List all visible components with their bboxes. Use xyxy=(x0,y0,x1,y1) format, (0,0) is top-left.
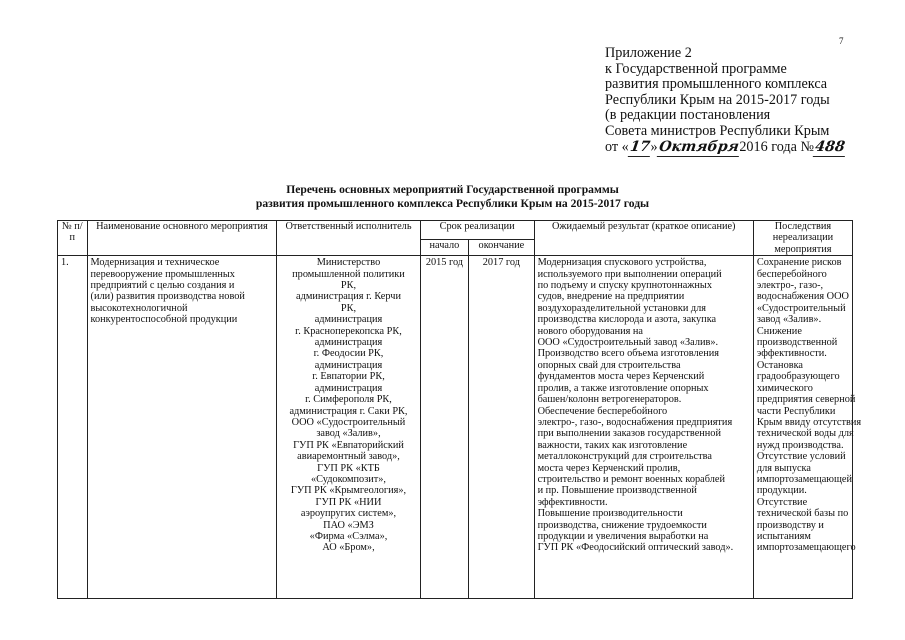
result-line: при выполнении заказов государственной xyxy=(537,428,721,440)
result-line: опорных свай для строительства xyxy=(537,359,681,371)
responsible-line: администрация г. Саки РК, xyxy=(289,405,408,417)
result-line: Повышение производительности xyxy=(537,508,683,520)
responsible-line: ООО «Судостроительный xyxy=(291,416,406,428)
result-line: ООО «Судостроительный завод «Залив». xyxy=(537,337,719,349)
result-line: башен/колонн ветрогенераторов. xyxy=(537,394,682,406)
responsible-line: администрация xyxy=(314,359,383,371)
result-line: строительство и ремонт военных кораблей xyxy=(537,473,725,485)
result-line: металлоконструкций для строительства xyxy=(537,451,712,463)
result-line: фундаментов моста через Керченский xyxy=(537,371,705,383)
responsible-line: г. Евпатории РК, xyxy=(312,371,385,383)
appendix-line: Республики Крым на 2015-2017 годы xyxy=(605,91,830,108)
responsible-line: ПАО «ЭМЗ xyxy=(323,519,374,531)
consequence-line: Крым ввиду отсутствия xyxy=(756,416,862,428)
header-name: Наименование основного мероприятия xyxy=(87,221,277,256)
consequence-line: химического xyxy=(756,382,813,394)
responsible-line: аэроупругих систем», xyxy=(300,508,397,520)
measure-name-line: Модернизация и техническое xyxy=(90,257,220,269)
appendix-line: развития промышленного комплекса xyxy=(605,76,828,93)
consequence-line: Снижение xyxy=(756,325,802,337)
result-line: Производство всего объема изготовления xyxy=(537,348,719,360)
consequence-line: Отсутствие условий xyxy=(756,451,846,463)
handwritten-month: Октября xyxy=(657,138,740,155)
result-line: Обеспечение бесперебойного xyxy=(537,405,668,417)
consequence-line: технической воды для xyxy=(756,428,854,440)
header-consequences: Последствия нереализации мероприятия xyxy=(753,221,852,256)
appendix-line: Совета министров Республики Крым xyxy=(605,122,830,139)
responsible-line: РК, xyxy=(340,280,357,292)
consequence-line: эффективности. xyxy=(756,348,827,360)
result-line: важности, таких как изготовление xyxy=(537,439,688,451)
result-line: и пр. Повышение производственной xyxy=(537,485,697,497)
responsible-line: администрация xyxy=(314,337,383,349)
appendix-line: Приложение 2 xyxy=(605,45,692,61)
measure-name-line: перевооружение промышленных xyxy=(90,268,235,280)
appendix-header xyxy=(605,46,846,156)
table-row xyxy=(58,256,853,599)
responsible-line: ГУП РК «Евпаторийский xyxy=(293,439,404,451)
consequence-line: завод «Залив». xyxy=(756,314,822,326)
result-line: ГУП РК «Феодосийский оптический завод». xyxy=(537,542,734,554)
result-line: продукции и увеличения выработки на xyxy=(537,530,709,542)
header-start: начало xyxy=(420,240,469,256)
responsible-line: авиаремонтный завод», xyxy=(297,451,400,463)
cell-end: 2017 год xyxy=(469,256,534,599)
consequence-line: продукции. xyxy=(756,485,807,497)
responsible-line: ГУП РК «КТБ xyxy=(317,462,380,474)
date-prefix: от « xyxy=(605,138,629,155)
header-period: Срок реализации xyxy=(420,221,534,240)
cell-consequences xyxy=(753,256,862,599)
measure-name-line: (или) развития производства новой xyxy=(90,291,245,303)
responsible-line: Министерство xyxy=(316,257,381,269)
date-suffix: 2016 года № xyxy=(739,138,814,155)
measure-name-line: конкурентоспособной продукции xyxy=(90,314,238,326)
measures-table xyxy=(57,220,862,599)
responsible-line: администрация xyxy=(314,314,383,326)
consequence-line: испытаниям xyxy=(756,530,811,542)
document-title xyxy=(0,183,905,210)
result-line: пролив, а также изготовление опорных xyxy=(537,382,709,394)
result-line: судов, внедрение на предприятии xyxy=(537,291,685,303)
responsible-line: РК, xyxy=(340,302,357,314)
consequence-line: производству и xyxy=(756,519,824,531)
measure-name-line: высокотехнологичной xyxy=(90,302,188,314)
result-line: используемого при выполнении операций xyxy=(537,268,722,280)
consequence-line: производственной xyxy=(756,337,838,349)
result-line: моста через Керченский пролив, xyxy=(537,462,681,474)
handwritten-day: 17 xyxy=(628,138,651,155)
consequence-line: импортозамещающего xyxy=(756,542,856,554)
responsible-line: администрация xyxy=(314,382,383,394)
consequence-line: нужд производства. xyxy=(756,439,844,451)
date-mid: » xyxy=(650,138,658,155)
consequence-line: предприятия северной xyxy=(756,394,856,406)
appendix-line: к Государственной программе xyxy=(605,60,787,77)
cell-result xyxy=(534,256,753,599)
result-line: производства, снижение трудоемкости xyxy=(537,519,707,531)
consequence-line: электро-, газо-, xyxy=(756,280,824,292)
responsible-line: администрация г. Керчи xyxy=(296,291,401,303)
responsible-line: г. Красноперекопска РК, xyxy=(295,325,402,337)
result-line: воздухоразделительной установки для xyxy=(537,302,707,314)
consequence-line: Сохранение рисков xyxy=(756,257,842,269)
responsible-line: «Фирма «Сэлма», xyxy=(309,530,388,542)
cell-num: 1. xyxy=(58,256,88,599)
result-line: Модернизация спускового устройства, xyxy=(537,257,707,269)
responsible-line: г. Феодосии РК, xyxy=(313,348,384,360)
consequence-line: технической базы по xyxy=(756,508,849,520)
consequence-line: градообразующего xyxy=(756,371,840,383)
handwritten-doc-number: 488 xyxy=(814,138,846,155)
consequence-line: бесперебойного xyxy=(756,268,827,280)
measure-name-line: предприятий с целью создания и xyxy=(90,280,235,292)
title-line: Перечень основных мероприятий Государственной программы xyxy=(286,183,619,196)
header-end: окончание xyxy=(469,240,534,256)
title-line: развития промышленного комплекса Республики Крым на 2015-2017 годы xyxy=(255,196,650,210)
consequence-line: для выпуска xyxy=(756,462,811,474)
result-line: эффективности. xyxy=(537,496,608,508)
responsible-line: ГУП РК «Крымгеология», xyxy=(290,485,407,497)
consequence-line: Отсутствие xyxy=(756,496,808,508)
cell-responsible xyxy=(277,256,420,599)
cell-start: 2015 год xyxy=(420,256,469,599)
responsible-line: завод «Залив», xyxy=(316,428,381,440)
header-num: № п/п xyxy=(58,221,88,256)
consequence-line: импортозамещающей xyxy=(756,473,852,485)
consequence-line: Остановка xyxy=(756,359,803,371)
cell-name xyxy=(87,256,277,599)
header-responsible: Ответственный исполнитель xyxy=(277,221,420,256)
consequence-line: «Судостроительный xyxy=(756,302,846,314)
page-number: 7 xyxy=(839,36,844,46)
responsible-line: «Судокомпозит», xyxy=(310,473,387,485)
responsible-line: промышленной политики xyxy=(292,268,405,280)
result-line: по подъему и спуску крупнотоннажных xyxy=(537,280,712,292)
responsible-line: г. Симферополя РК, xyxy=(305,394,392,406)
responsible-line: ГУП РК «НИИ xyxy=(315,496,382,508)
header-result: Ожидаемый результат (краткое описание) xyxy=(534,221,753,256)
appendix-date-line xyxy=(605,140,846,157)
appendix-line: (в редакции постановления xyxy=(605,107,771,124)
result-line: электро-, газо-, водоснабжения предприятия xyxy=(537,416,733,428)
result-line: нового оборудования на xyxy=(537,325,643,337)
result-line: производства кислорода и азота, закупка xyxy=(537,314,717,326)
consequence-line: водоснабжения ООО xyxy=(756,291,849,303)
consequence-line: части Республики xyxy=(756,405,836,417)
responsible-line: АО «Бром», xyxy=(322,542,375,554)
